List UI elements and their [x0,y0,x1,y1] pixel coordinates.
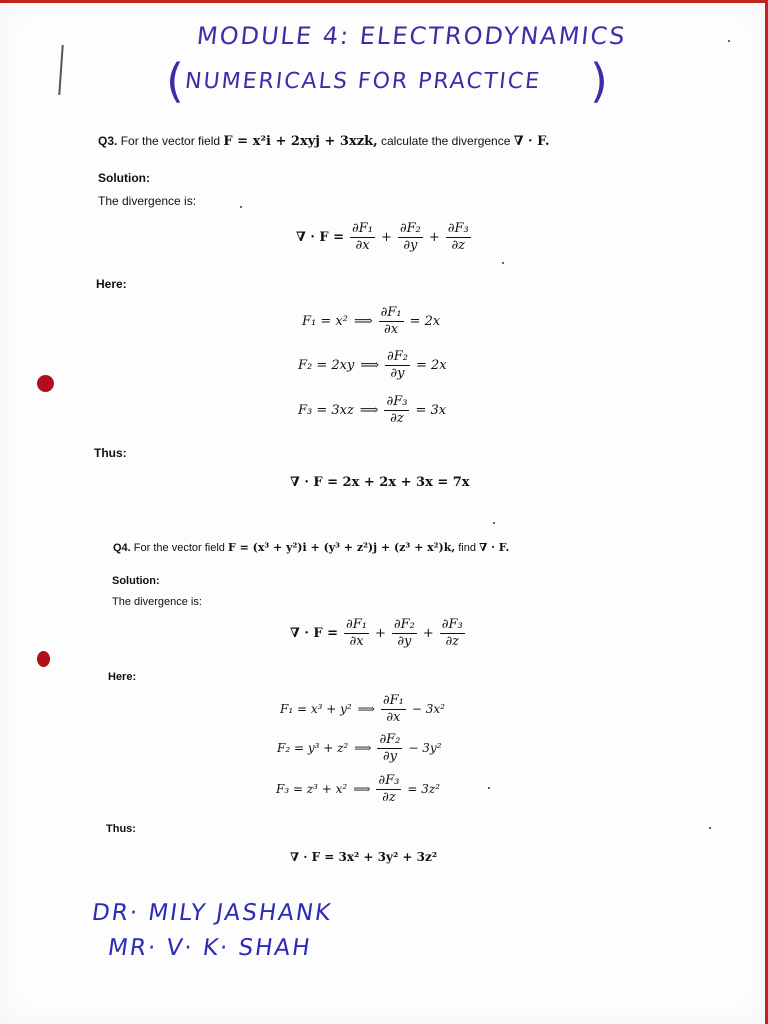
q3-here-label: Here: [96,277,127,291]
q4-line-2-frac: $\frac{\text{∂F₂}}{\partial y}$ [379,732,401,764]
q4-line-2 [277,733,442,763]
implies-arrow: ⟹ [359,402,379,418]
header-open-paren: ( [166,54,184,108]
header-close-paren: ) [590,54,608,108]
q4-line-1-frac: $\frac{\text{∂F₁}}{\partial x}$ [382,693,404,725]
q3-result: ∇ · F = 2x + 2x + 3x = 7x [290,475,470,490]
q3-line-2-lhs: F₂ = 2xy [298,357,355,373]
implies-arrow: ⟹ [354,741,372,756]
plus-sign: + [428,229,440,245]
q3-divergence-formula [296,222,471,252]
paper-speck [240,206,242,208]
q3-line-3 [298,395,446,425]
hole-punch-mark [37,651,50,667]
q4-divergence-symbol: ∇ · F. [479,541,510,554]
q3-line-1-frac: $\frac{\text{∂F₁}}{\partial x}$ [380,305,402,337]
signature-line-2: MR· V· K· SHAH [106,935,314,961]
q4-line-1-lhs: F₁ = x³ + y² [280,702,352,717]
q4-line-3-lhs: F₃ = z³ + x² [276,782,348,797]
q3-line-3-frac: $\frac{\text{∂F₃}}{\partial z}$ [386,394,408,426]
q4-prompt-tail: find [458,542,476,554]
q3-line-1-rhs: = 2x [409,313,441,329]
q3-field-expression: F = x²i + 2xyj + 3xzk, [223,134,378,149]
q3-solution-label: Solution: [98,171,150,185]
hole-punch-mark [37,375,54,392]
q3-frac-f2: $\frac{\text{∂F₂}}{\partial y}$ [399,221,421,253]
q3-line-2-rhs: = 2x [415,357,447,373]
q4-field-expression: F = (x³ + y²)i + (y³ + z²)j + (z³ + x²)k, [227,541,456,554]
q4-line-3 [276,774,440,804]
paper-speck [502,262,504,264]
implies-arrow: ⟹ [360,357,379,373]
q3-thus-label: Thus: [94,446,127,460]
q3-divergence-symbol: ∇ · F. [513,134,550,149]
q3-frac-f3: $\frac{\text{∂F₃}}{\partial z}$ [447,221,469,253]
q4-divergence-intro: The divergence is: [112,596,202,608]
q4-frac-f2: $\frac{\text{∂F₂}}{\partial y}$ [393,617,415,649]
paper-speck [488,787,490,789]
q4-line-2-lhs: F₂ = y³ + z² [277,741,349,756]
q3-divergence-intro: The divergence is: [98,194,197,208]
q3-prompt: For the vector field [120,134,221,148]
q4-label: Q4. [113,542,131,554]
paper-speck [709,827,711,829]
q3-line-1 [302,306,440,336]
plus-sign: + [374,625,386,641]
q4-question [113,541,509,554]
q4-line-1-rhs: − 3x² [411,702,445,717]
module-title: MODULE 4: ELECTRODYNAMICS [195,22,628,50]
q4-line-1 [280,694,445,724]
q3-line-3-rhs: = 3x [415,402,447,418]
q4-line-3-frac: $\frac{\text{∂F₃}}{\partial z}$ [378,773,400,805]
q3-frac-f1: $\frac{\text{∂F₁}}{\partial x}$ [352,221,373,253]
module-subtitle: NUMERICALS FOR PRACTICE [183,69,543,94]
paper-edge-top [0,0,768,3]
implies-arrow: ⟹ [353,782,371,797]
q4-frac-f1: $\frac{\text{∂F₁}}{\partial x}$ [346,617,367,649]
paper-speck [728,40,730,42]
q4-solution-label: Solution: [112,575,160,587]
paper-speck [493,522,495,524]
q4-here-label: Here: [108,671,137,683]
q4-thus-label: Thus: [106,823,136,835]
margin-pen-stroke [58,45,63,95]
q3-line-2-frac: $\frac{\text{∂F₂}}{\partial y}$ [386,349,408,381]
plus-sign: + [380,229,392,245]
q4-line-3-rhs: = 3z² [407,782,441,797]
implies-arrow: ⟹ [357,702,375,717]
q3-question [98,134,550,149]
q3-div-lhs: ∇ · F = [296,229,345,245]
q3-label: Q3. [98,134,118,148]
implies-arrow: ⟹ [353,313,373,329]
q3-prompt-tail: calculate the divergence [380,134,511,148]
q3-line-2 [298,350,447,380]
signature-line-1: DR· MILY JASHANK [90,900,334,926]
q4-div-lhs: ∇ · F = [290,625,339,641]
q4-line-2-rhs: − 3y² [408,741,442,756]
q3-line-3-lhs: F₃ = 3xz [298,402,354,418]
q4-prompt: For the vector field [133,542,225,554]
plus-sign: + [422,625,434,641]
q3-line-1-lhs: F₁ = x² [302,313,348,329]
q4-frac-f3: $\frac{\text{∂F₃}}{\partial z}$ [441,617,463,649]
q4-divergence-formula [290,618,465,648]
q4-result: ∇ · F = 3x² + 3y² + 3z² [290,850,438,864]
